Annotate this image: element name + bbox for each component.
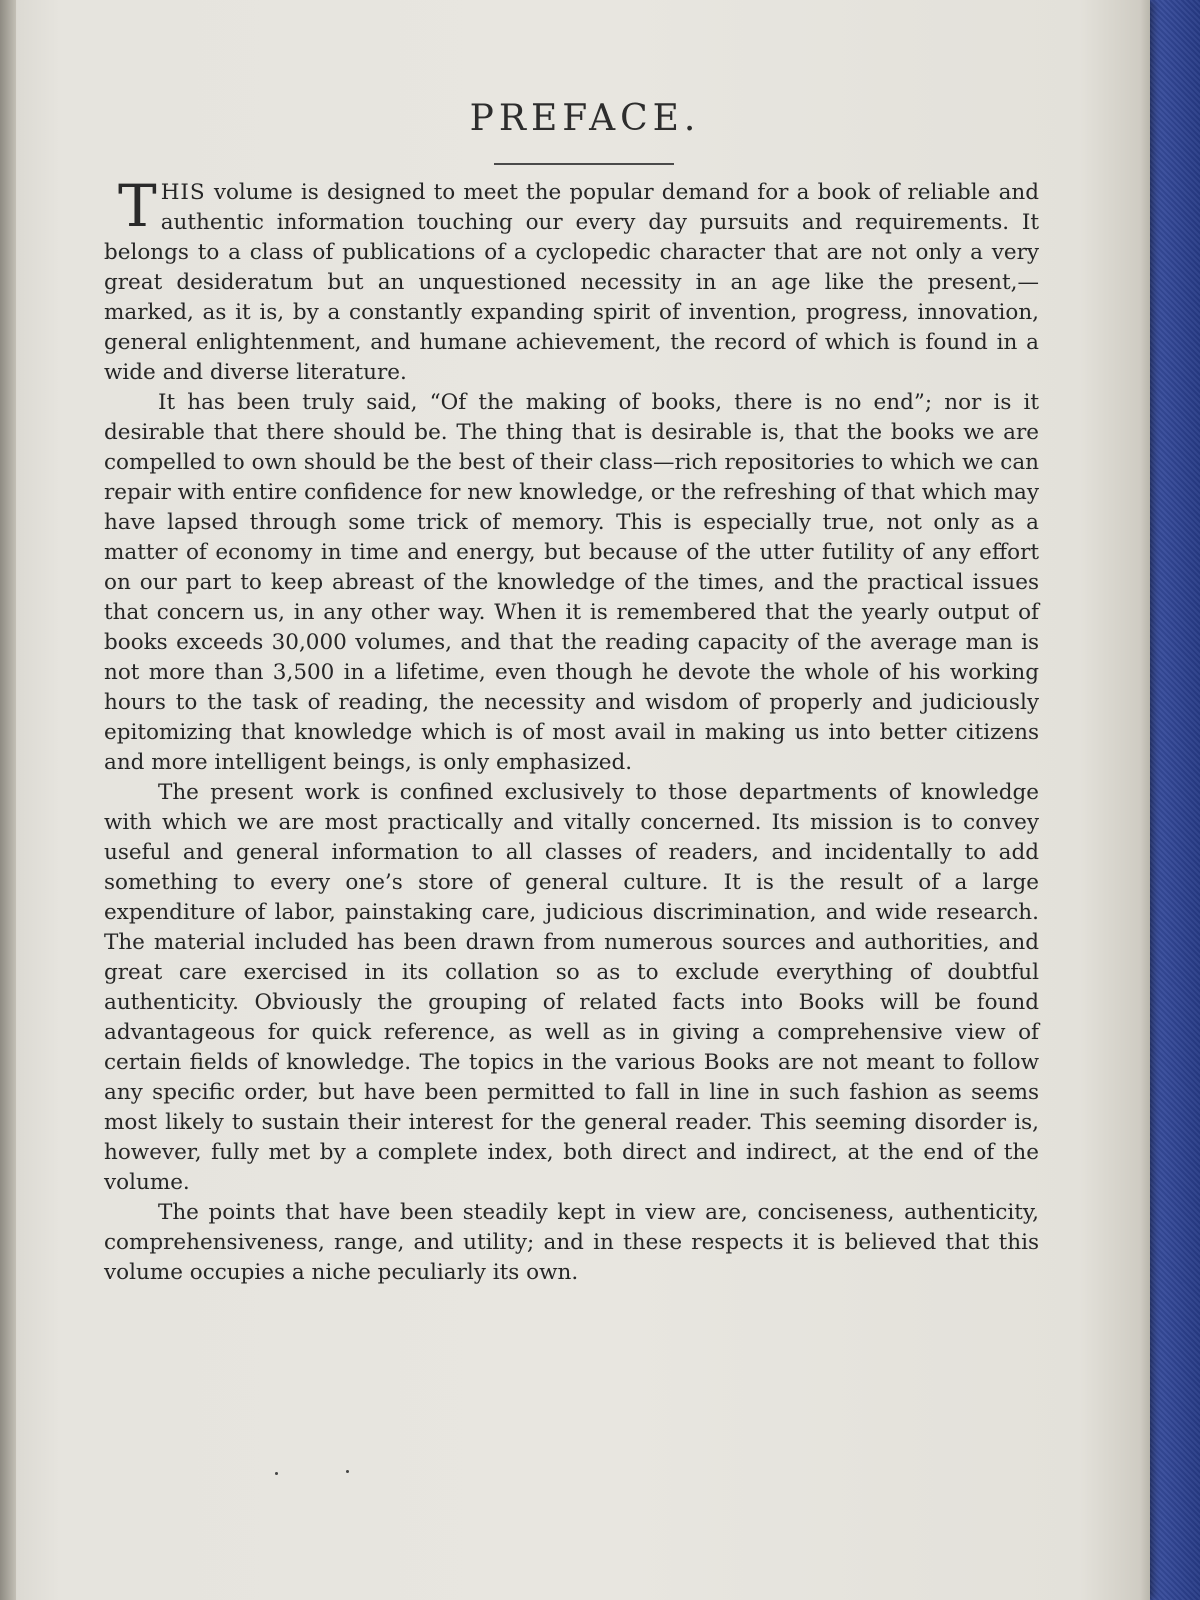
paragraph-4: The points that have been steadily kept in view are, conciseness, authenticity, comprehensiveness, range, and utility; and in these respects it is believed that this volume occupies a niche peculiarly its own. — [104, 1200, 1039, 1285]
title-rule — [494, 163, 674, 165]
paragraph-1 — [104, 172, 1039, 388]
page-title: PREFACE. — [469, 98, 701, 139]
page-gutter-shadow — [0, 0, 16, 1600]
paper-speck — [275, 1472, 278, 1475]
paragraph-2: It has been truly said, “Of the making of books, there is no end”; nor is it desirable that there should be. The thing that is desirable is, that the books we are compelled to own should be the best of their class—rich repositories to which we can repair with entire confidence for new knowledge, or the refreshing of that which may have lapsed through some trick of memory. This is especially true, not only as a matter of economy in time and energy, but because of the utter futility of any effort on our part to keep abreast of the knowledge of the times, and the practical issues that concern us, in any other way. When it is remembered that the yearly output of books exceeds 30,000 volumes, and that the reading capacity of the average man is not more than 3,500 in a lifetime, even though he devote the whole of his working hours to the task of reading, the necessity and wisdom of properly and judiciously epitomizing that knowledge which is of most avail in making us into better citizens and more intelligent beings, is only emphasized. — [104, 390, 1039, 775]
paragraph-3: The present work is confined exclusively to those departments of knowledge with which we are most practically and vitally concerned. Its mission is to convey useful and general information to all classes of readers, and incidentally to add something to every one’s store of general culture. It is the result of a large expenditure of labor, painstaking care, judicious discrimination, and wide research. The material included has been drawn from numerous sources and authorities, and great care exercised in its collation so as to exclude everything of doubtful authenticity. Obviously the grouping of related facts into Books will be found advantageous for quick reference, as well as in giving a comprehensive view of certain fields of knowledge. The topics in the various Books are not meant to follow any specific order, but have been permitted to fall in line in such fashion as seems most likely to sustain their interest for the general reader. This seeming disorder is, however, fully met by a complete index, both direct and indirect, at the end of the volume. — [104, 780, 1039, 1195]
drop-cap: T — [118, 172, 157, 240]
paper-speck — [346, 1470, 349, 1473]
preface-text — [104, 172, 1039, 1288]
paragraph-1-text: volume is designed to meet the popular demand for a book of reliable and authentic information touching our every day pursuits and requirements. It belongs to a class of publications of a cyclopedic character that are not only a very great desideratum but an unquestioned necessity in an age like the present,—marked, as it is, by a constantly expanding spirit of invention, progress, innovation, general enlightenment, and humane achievement, the record of which is found in a wide and diverse literature. — [104, 180, 1039, 385]
lead-word: HIS — [160, 180, 206, 205]
